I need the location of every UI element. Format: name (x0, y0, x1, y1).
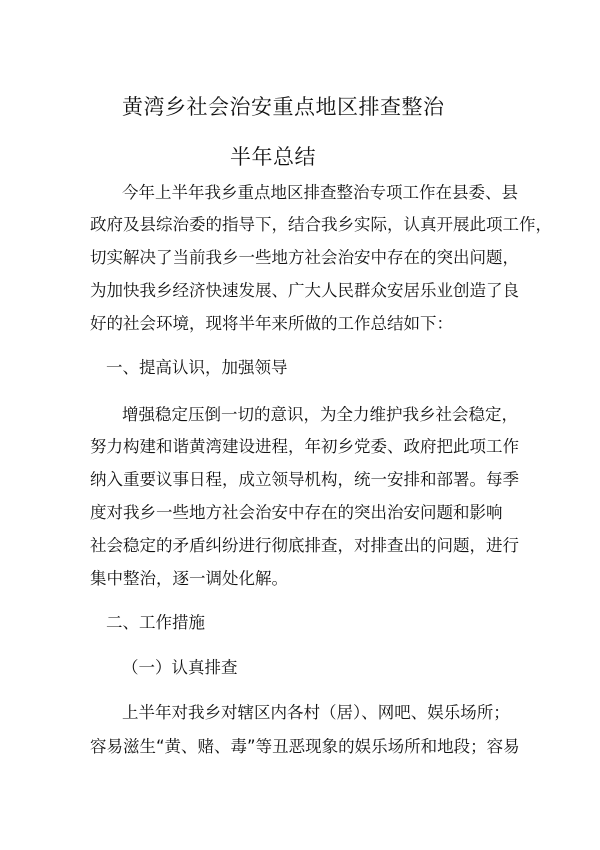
subsection-heading: （一）认真排查 (122, 658, 238, 677)
section-line: 度对我乡一些地方社会治安中存在的突出治安问题和影响 (90, 503, 503, 522)
intro-line: 切实解决了当前我乡一些地方社会治安中存在的突出问题， (90, 248, 519, 267)
intro-line: 为加快我乡经济快速发展、广大人民群众安居乐业创造了良 (90, 281, 519, 300)
section-line: 集中整治，逐一调处化解。 (90, 569, 288, 588)
section-line: 纳入重要议事日程，成立领导机构，统一安排和部署。每季 (90, 470, 519, 489)
section-line: 努力构建和谐黄湾建设进程，年初乡党委、政府把此项工作 (90, 437, 519, 456)
document-subtitle: 半年总结 (230, 145, 316, 169)
intro-line: 今年上半年我乡重点地区排查整治专项工作在县委、县 (122, 183, 518, 202)
section-heading: 一、提高认识，加强领导 (106, 358, 288, 377)
section-line: 社会稳定的矛盾纠纷进行彻底排查，对排查出的问题，进行 (90, 536, 519, 555)
section-line: 上半年对我乡对辖区内各村（居）、网吧、娱乐场所； (122, 703, 510, 722)
intro-line: 好的社会环境，现将半年来所做的工作总结如下： (90, 314, 453, 333)
intro-line: 政府及县综治委的指导下，结合我乡实际，认真开展此项工作， (90, 215, 552, 234)
section-line: 容易滋生“黄、赌、毒”等丑恶现象的娱乐场所和地段；容易 (90, 737, 520, 756)
section-heading: 二、工作措施 (106, 613, 205, 632)
document-title: 黄湾乡社会治安重点地区排查整治 (122, 95, 445, 119)
section-line: 增强稳定压倒一切的意识，为全力维护我乡社会稳定， (122, 405, 518, 424)
